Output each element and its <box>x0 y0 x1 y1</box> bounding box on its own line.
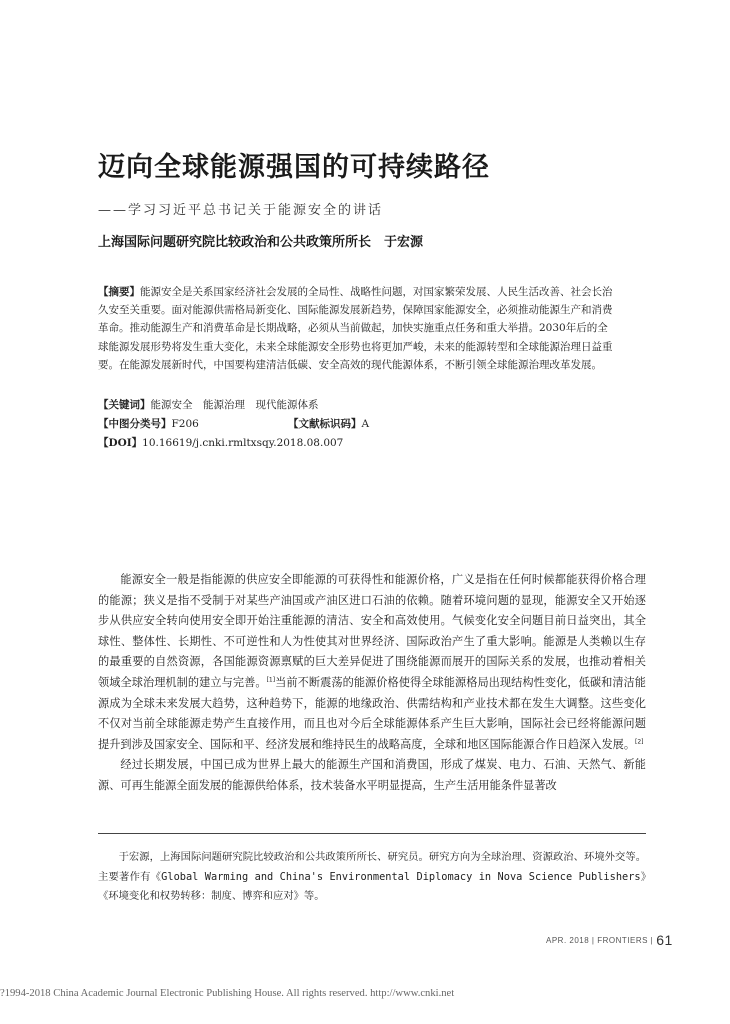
footnote-text: 于宏源，上海国际问题研究院比较政治和公共政策所所长、研究员。研究方向为全球治理、资源政治、环境外交等。主要著作有《Global Warming and China's Environmental Diplomacy in Nova Science Publishers》《环境变化和权势转移：制度、博弈和应对》等。 <box>98 851 646 902</box>
abstract-label: 【摘要】 <box>98 286 140 298</box>
author-footnote <box>98 848 646 907</box>
article-title: 迈向全球能源强国的可持续路径 <box>98 152 490 183</box>
keywords <box>98 397 319 413</box>
page-footer <box>546 932 673 948</box>
doc-code-label: 【文献标识码】 <box>288 418 362 430</box>
copyright-notice: ?1994-2018 China Academic Journal Electronic Publishing House. All rights reserved. http://www.cnki.net <box>0 988 455 999</box>
doi <box>98 435 343 451</box>
abstract-text: 能源安全是关系国家经济社会发展的全局性、战略性问题，对国家繁荣发展、人民生活改善、社会长治久安至关重要。面对能源供需格局新变化、国际能源发展新趋势，保障国家能源安全，必须推动能源生产和消费革命。推动能源生产和消费革命是长期战略，必须从当前做起，加快实施重点任务和重大举措。2030年后的全球能源发展形势将发生重大变化，未来全球能源安全形势也将更加严峻，未来的能源转型和全球能源治理日益重要。在能源发展新时代，中国要构建清洁低碳、安全高效的现代能源体系，不断引领全球能源治理改革发展。 <box>98 286 613 371</box>
doi-label: 【DOI】 <box>98 437 143 449</box>
doi-value[interactable]: 10.16619/j.cnki.rmltxsqy.2018.08.007 <box>142 437 344 449</box>
citation-ref-1[interactable]: [1] <box>266 676 276 684</box>
article-subtitle: ——学习习近平总书记关于能源安全的讲话 <box>98 203 384 218</box>
clc-value: F206 <box>171 418 199 430</box>
article-body <box>98 570 646 797</box>
body-paragraph-1 <box>98 570 646 755</box>
abstract <box>98 283 618 374</box>
keywords-text: 能源安全 能源治理 现代能源体系 <box>150 399 319 411</box>
clc-label: 【中图分类号】 <box>98 418 172 430</box>
body-p1-part1: 能源安全一般是指能源的供应安全即能源的可获得性和能源价格，广义是指在任何时候都能获得价格合理的能源；狭义是指不受制于对某些产油国或产油区进口石油的依赖。随着环境问题的显现，能源安全又开始逐步从供应安全转向使用安全即开始注重能源的清洁、安全和高效使用。气候变化安全问题目前日益突出，其全球性、整体性、长期性、不可逆性和人为性使其对世界经济、国际政治产生了重大影响。能源是人类赖以生存的最重要的自然资源，各国能源资源禀赋的巨大差异促进了围绕能源而展开的国际关系的发展，也推动着相关领域全球治理机制的建立与完善。 <box>98 573 646 689</box>
page-number: 61 <box>656 932 673 948</box>
footnote-divider <box>98 833 646 834</box>
body-p1-part2: 当前不断震荡的能源价格使得全球能源格局出现结构性变化，低碳和清洁能源成为全球未来发展大趋势，这种趋势下，能源的地缘政治、供需结构和产业技术都在发生大调整。这些变化不仅对当前全球能源走势产生直接作用，而且也对今后全球能源体系产生巨大影响，国际社会已经将能源问题提升到涉及国家安全、国际和平、经济发展和维持民生的战略高度，全球和地区国际能源合作日趋深入发展。 <box>98 675 646 751</box>
citation-ref-2[interactable]: [2] <box>635 738 644 746</box>
body-paragraph-2: 经过长期发展，中国已成为世界上最大的能源生产国和消费国，形成了煤炭、电力、石油、天然气、新能源、可再生能源全面发展的能源供给体系，技术装备水平明显提高，生产生活用能条件显著改 <box>98 758 646 792</box>
classification <box>98 416 618 432</box>
running-head: APR. 2018 | FRONTIERS | <box>546 936 654 945</box>
keywords-label: 【关键词】 <box>98 399 151 411</box>
author-line: 上海国际问题研究院比较政治和公共政策所所长 于宏源 <box>98 235 424 250</box>
doc-code-value: A <box>361 418 370 430</box>
